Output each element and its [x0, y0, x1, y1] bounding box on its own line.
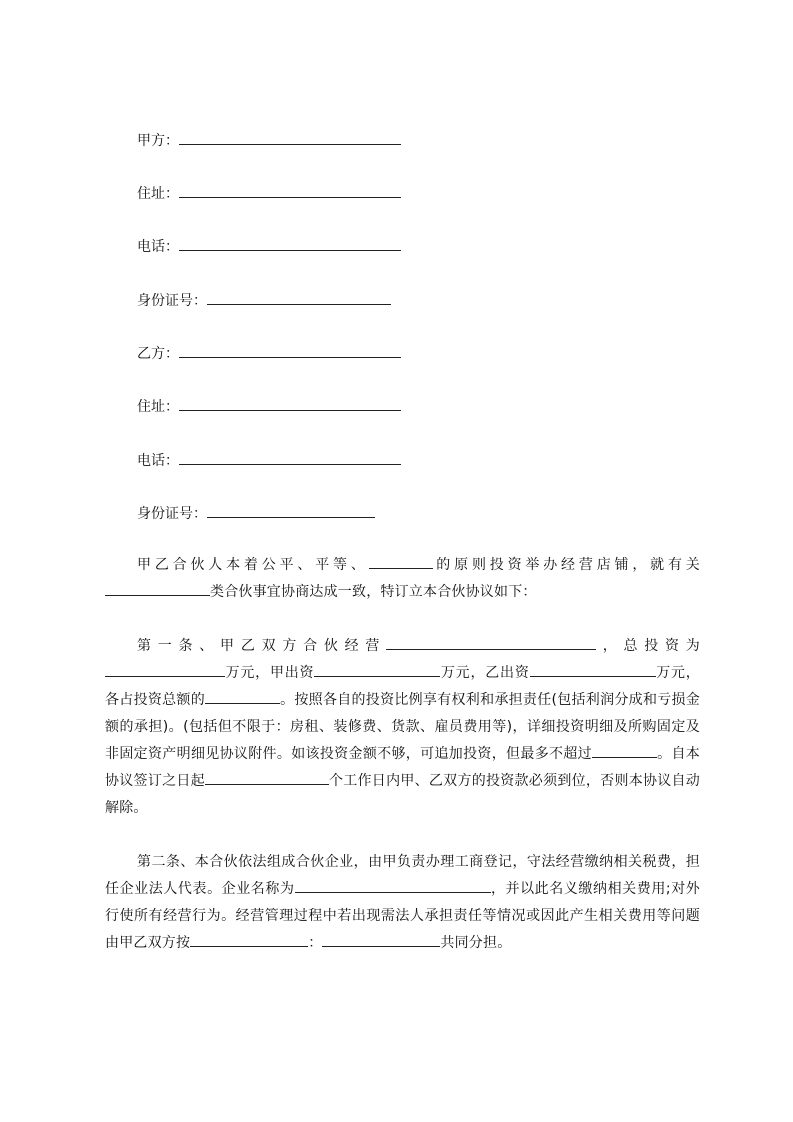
party-a-name-blank — [179, 132, 401, 145]
article-2-text-1: 第二条、本合伙依法组成合伙企业，由甲负责办理工商登记，守法经营缴纳相关税费，担任企业法人代表。企业名称为 — [105, 854, 700, 897]
article-1-text-4: 万元，乙出资 — [440, 665, 530, 681]
party-a-address-blank — [179, 185, 401, 198]
party-a-address-label: 住址： — [137, 186, 179, 202]
article-1-text-8: 个工作日内甲、乙双方的投资款必须到位，否则本协议自动解除。 — [105, 773, 701, 816]
party-b-name-blank — [179, 345, 401, 358]
party-b-phone-field — [137, 451, 401, 471]
party-a-id-blank — [207, 292, 391, 305]
party-b-address-label: 住址： — [137, 399, 179, 415]
party-b-address-blank — [179, 398, 401, 411]
party-b-id-label: 身份证号： — [137, 506, 207, 522]
article-1-business-blank — [386, 637, 596, 650]
party-b-address-field — [137, 397, 401, 417]
party-b-id-field — [137, 504, 375, 524]
party-a-phone-field — [137, 237, 401, 257]
article-2-ratio-a-blank — [190, 934, 308, 947]
article-1-party-a-investment-blank — [314, 664, 440, 677]
article-2-text-3: ： — [308, 935, 323, 951]
article-1-text-5: 万元，各占投资总额的 — [105, 665, 700, 708]
article-1-text-1: 第一条、甲乙双方合伙经营 — [137, 638, 387, 654]
article-1-text-6: 。按照各自的投资比例享有权利和承担责任(包括利润分成和亏损金额的承担)。(包括但不限于：房租、装修费、货款、雇员费用等)，详细投资明细及所购固定及非固定资产明细见协议附件。如该投资金额不够，可追加投资，但最多不超过 — [105, 692, 700, 762]
article-1-total-investment-blank — [105, 664, 225, 677]
article-1-text-2: ，总投资为 — [596, 638, 700, 654]
party-a-id-field — [137, 291, 391, 311]
article-1-text-3: 万元，甲出资 — [225, 665, 315, 681]
party-b-name-label: 乙方： — [137, 346, 179, 362]
party-a-id-label: 身份证号： — [137, 293, 207, 309]
article-1-text-7: 。自本协议签订之日起 — [105, 746, 700, 789]
article-1-max-additional-blank — [592, 745, 657, 758]
intro-principle-blank — [369, 556, 433, 569]
article-2-paragraph — [105, 849, 700, 957]
article-2-text-4: 共同分担。 — [440, 935, 512, 951]
intro-text-2: 的原则投资举办经营店铺，就有关 — [432, 557, 701, 573]
intro-business-type-blank — [105, 583, 210, 596]
article-1-party-b-investment-blank — [530, 664, 656, 677]
intro-text-3: 类合伙事宜协商达成一致，特订立本合伙协议如下： — [210, 584, 537, 600]
intro-text-1: 甲乙合伙人本着公平、平等、 — [137, 557, 369, 573]
party-b-name-field — [137, 344, 401, 364]
article-2-text-2: ，并以此名义缴纳相关费用;对外行使所有经营行为。经营管理过程中若出现需法人承担责任等情况或因此产生相关费用等问题由甲乙双方按 — [105, 881, 700, 951]
party-a-name-field — [137, 131, 401, 151]
article-2-ratio-b-blank — [322, 934, 440, 947]
party-b-phone-label: 电话： — [137, 453, 179, 469]
party-b-phone-blank — [179, 452, 401, 465]
party-a-address-field — [137, 184, 401, 204]
article-1-days-blank — [205, 772, 329, 785]
intro-paragraph — [105, 552, 700, 606]
article-2-company-name-blank — [295, 880, 491, 893]
party-a-name-label: 甲方： — [137, 133, 179, 149]
article-1-paragraph — [105, 633, 700, 822]
party-a-phone-blank — [179, 238, 401, 251]
party-a-phone-label: 电话： — [137, 239, 179, 255]
article-1-share-blank — [205, 691, 280, 704]
party-b-id-blank — [207, 505, 375, 518]
